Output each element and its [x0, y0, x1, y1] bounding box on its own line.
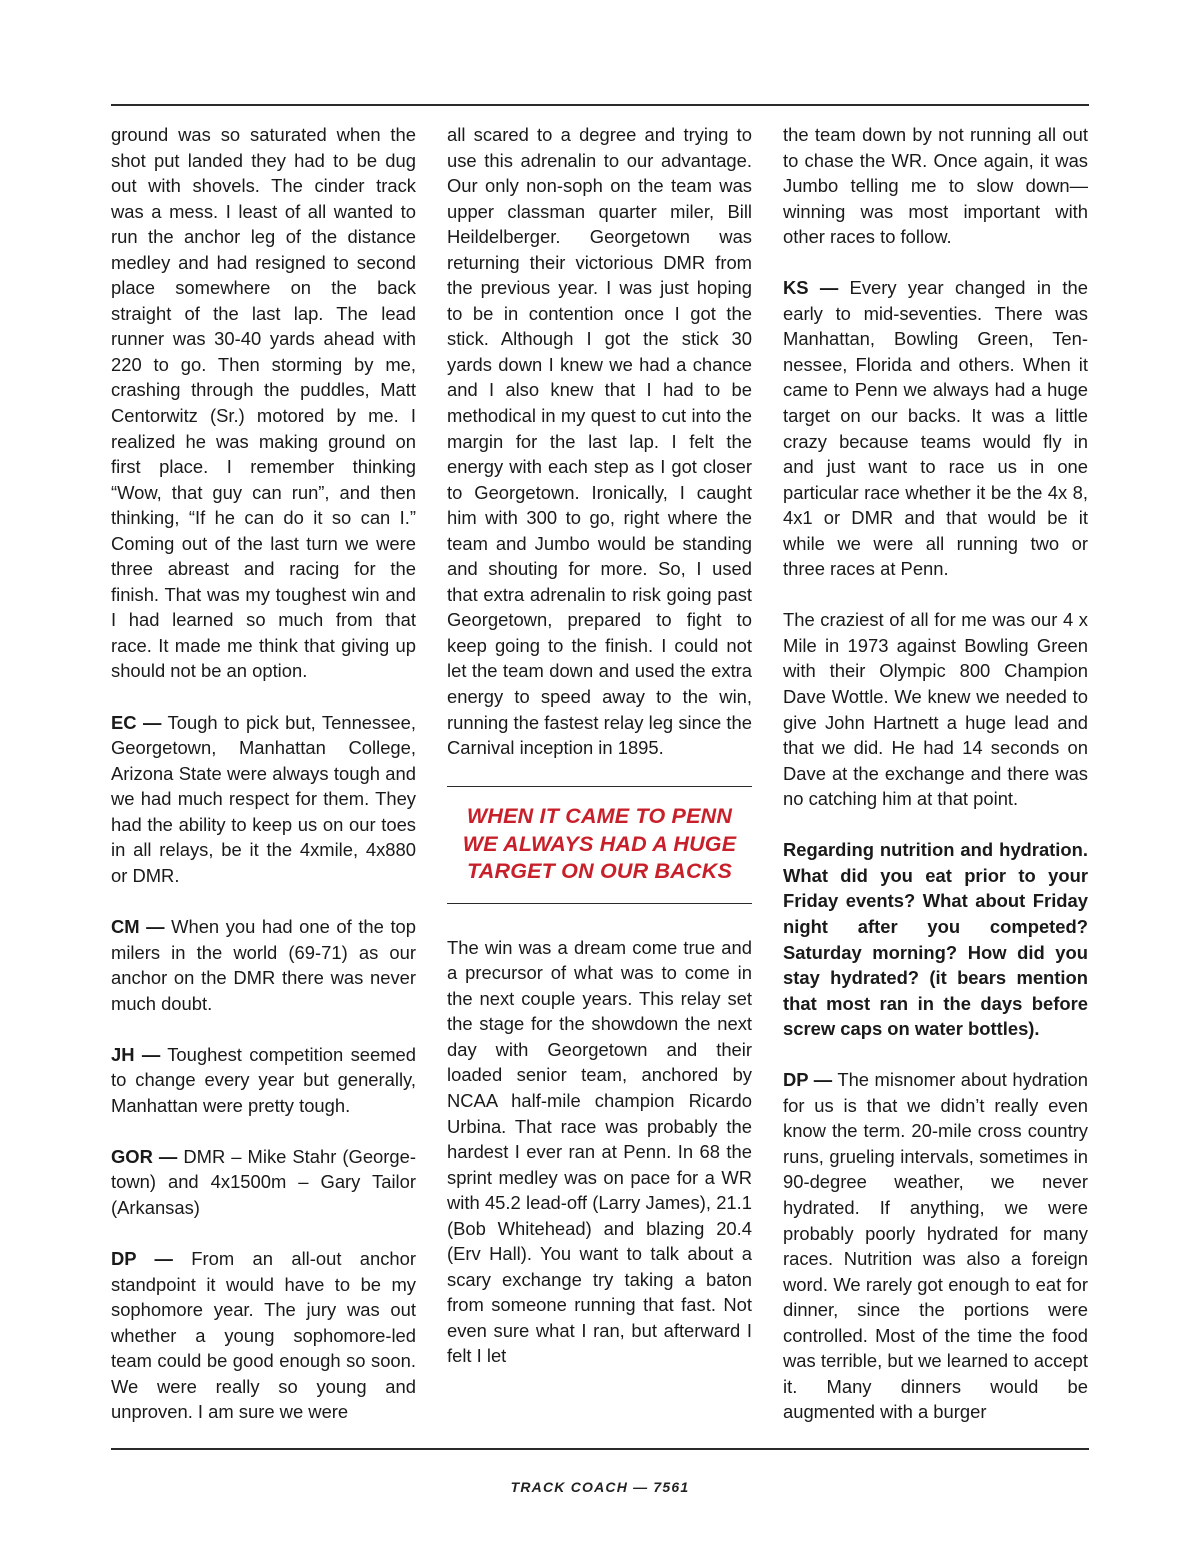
column-1: [111, 122, 416, 1425]
speaker-initials: JH —: [111, 1043, 161, 1065]
paragraph-text: DMR – Mike Stahr (Georgetown) and 4x1500m – Gary Tailor (Arkansas): [111, 1145, 416, 1218]
paragraph-text: all scared to a degree and trying to use this adrenalin to our advantage. Our only non-soph on the team was upper classman quarter miler, Bill Heildelberger. Georgetown was returning their victorious DMR from the previous year. I was just hoping to be in contention once I got the stick. Although I got the stick 30 yards down I knew we had a chance and I also knew that I had to be methodical in my quest to cut into the margin for the last lap. I felt the energy with each step as I got closer to Georgetown. Ironically, I caught him with 300 to go, right where the team and Jumbo would be standing and shouting for more. So, I used that extra adrenalin to risk going past Georgetown, prepared to fight to keep going to the finish. I could not let the team down and used the extra energy to speed away to the win, running the fastest relay leg since the Carnival inception in 1895.: [447, 124, 752, 759]
paragraph: [111, 710, 416, 889]
paragraph: [783, 275, 1088, 582]
paragraph-text: the team down by not running all out to chase the WR. Once again, it was Jumbo telling me to slow down—winning was most important with other races to follow.: [783, 124, 1088, 248]
pull-quote: WHEN IT CAME TO PENN WE ALWAYS HAD A HUGE TARGET ON OUR BACKS: [447, 786, 752, 904]
bottom-rule: [111, 1448, 1089, 1450]
speaker-initials: CM —: [111, 915, 165, 937]
paragraph-text: From an all-out anchor standpoint it would have to be my sophomore year. The jury was out whether a young sophomore-led team could be good enough so soon. We were really so young and unproven. I am sure we were: [111, 1248, 416, 1423]
paragraph: [111, 1144, 416, 1221]
paragraph-text: Every year changed in the early to mid-seventies. There was Manhattan, Bowling Green, Tennessee, Florida and others. When it came to Penn we always had a huge target on our backs. It was a little crazy because teams would fly in and just want to race us in one particular race whether it be the 4x 8, 4x1 or DMR and that would be it while we were all running two or three races at Penn.: [783, 277, 1088, 580]
paragraph: [447, 122, 752, 761]
paragraph-text: The win was a dream come true and a precursor of what was to come in the next couple years. This relay set the stage for the showdown the next day with Georgetown and their loaded senior team, anchored by NCAA half-mile champion Ricardo Urbina. That race was probably the hardest I ever ran at Penn. In 68 the sprint medley was on pace for a WR with 45.2 lead-off (Larry James), 21.1 (Bob Whitehead) and blazing 20.4 (Erv Hall). You want to talk about a scary exchange try taking a baton from someone running that fast. Not even sure what I ran, but afterward I felt I let: [447, 936, 752, 1367]
paragraph: [111, 1042, 416, 1119]
column-2: [447, 122, 752, 1369]
paragraph-text: The misnomer about hydration for us is that we didn’t really even know the term. 20-mile cross country runs, grueling intervals, sometimes in 90-degree weather, we never hydrated. If anything, we were probably poorly hydrated for many races. Nutrition was also a foreign word. We rarely got enough to eat for dinner, since the portions were controlled. Most of the time the food was terrible, but we learned to accept it. Many dinners would be augmented with a burger: [783, 1069, 1089, 1423]
speaker-initials: DP —: [111, 1248, 173, 1270]
interview-question: Regarding nutrition and hydration. What did you eat prior to your Friday events? What about Friday night after you competed? Saturday morning? How did you stay hydrated? (it bears mention that most ran in the days before screw caps on water bottles).: [783, 839, 1088, 1040]
speaker-initials: GOR —: [111, 1145, 178, 1167]
paragraph-text: When you had one of the top milers in the world (69-71) as our anchor on the DMR there was never much doubt.: [111, 915, 417, 1014]
paragraph: [111, 1246, 416, 1425]
paragraph: [111, 914, 416, 1016]
speaker-initials: KS —: [783, 277, 839, 299]
column-3: [783, 122, 1088, 1425]
speaker-initials: DP —: [783, 1069, 833, 1091]
paragraph-text: Toughest competition seemed to change every year but generally, Manhattan were pretty tough.: [111, 1043, 416, 1116]
paragraph-text: ground was so saturated when the shot put landed they had to be dug out with shovels. The cinder track was a mess. I least of all wanted to run the anchor leg of the distance medley and had resigned to second place somewhere on the back straight of the last lap. The lead runner was 30-40 yards ahead with 220 to go. Then storming by me, crashing through the puddles, Matt Centorwitz (Sr.) motored by me. I realized he was making ground on first place. I remember thinking “Wow, that guy can run”, and then thinking, “If he can do it so can I.” Coming out of the last turn we were three abreast and racing for the finish. That was my toughest win and I had learned so much from that race. It made me think that giving up should not be an option.: [111, 124, 416, 682]
speaker-initials: EC —: [111, 711, 162, 733]
page-footer: TRACK COACH — 7561: [510, 1479, 690, 1495]
paragraph-text: Tough to pick but, Tennessee, Georgetown, Manhattan College, Arizona State were always tough and we had much respect for them. They had the ability to keep us on our toes in all relays, be it the 4xmile, 4x880 or DMR.: [111, 711, 416, 886]
top-rule: [111, 104, 1089, 106]
paragraph-text: The craziest of all for me was our 4 x Mile in 1973 against Bowling Green with their Olympic 800 Champion Dave Wottle. We knew we needed to give John Hartnett a huge lead and that we did. He had 14 seconds on Dave at the exchange and there was no catching him at that point.: [783, 609, 1088, 810]
paragraph: [111, 122, 416, 684]
paragraph: [447, 935, 752, 1369]
paragraph: [783, 1067, 1088, 1425]
paragraph: [783, 607, 1088, 811]
paragraph: [783, 122, 1088, 250]
